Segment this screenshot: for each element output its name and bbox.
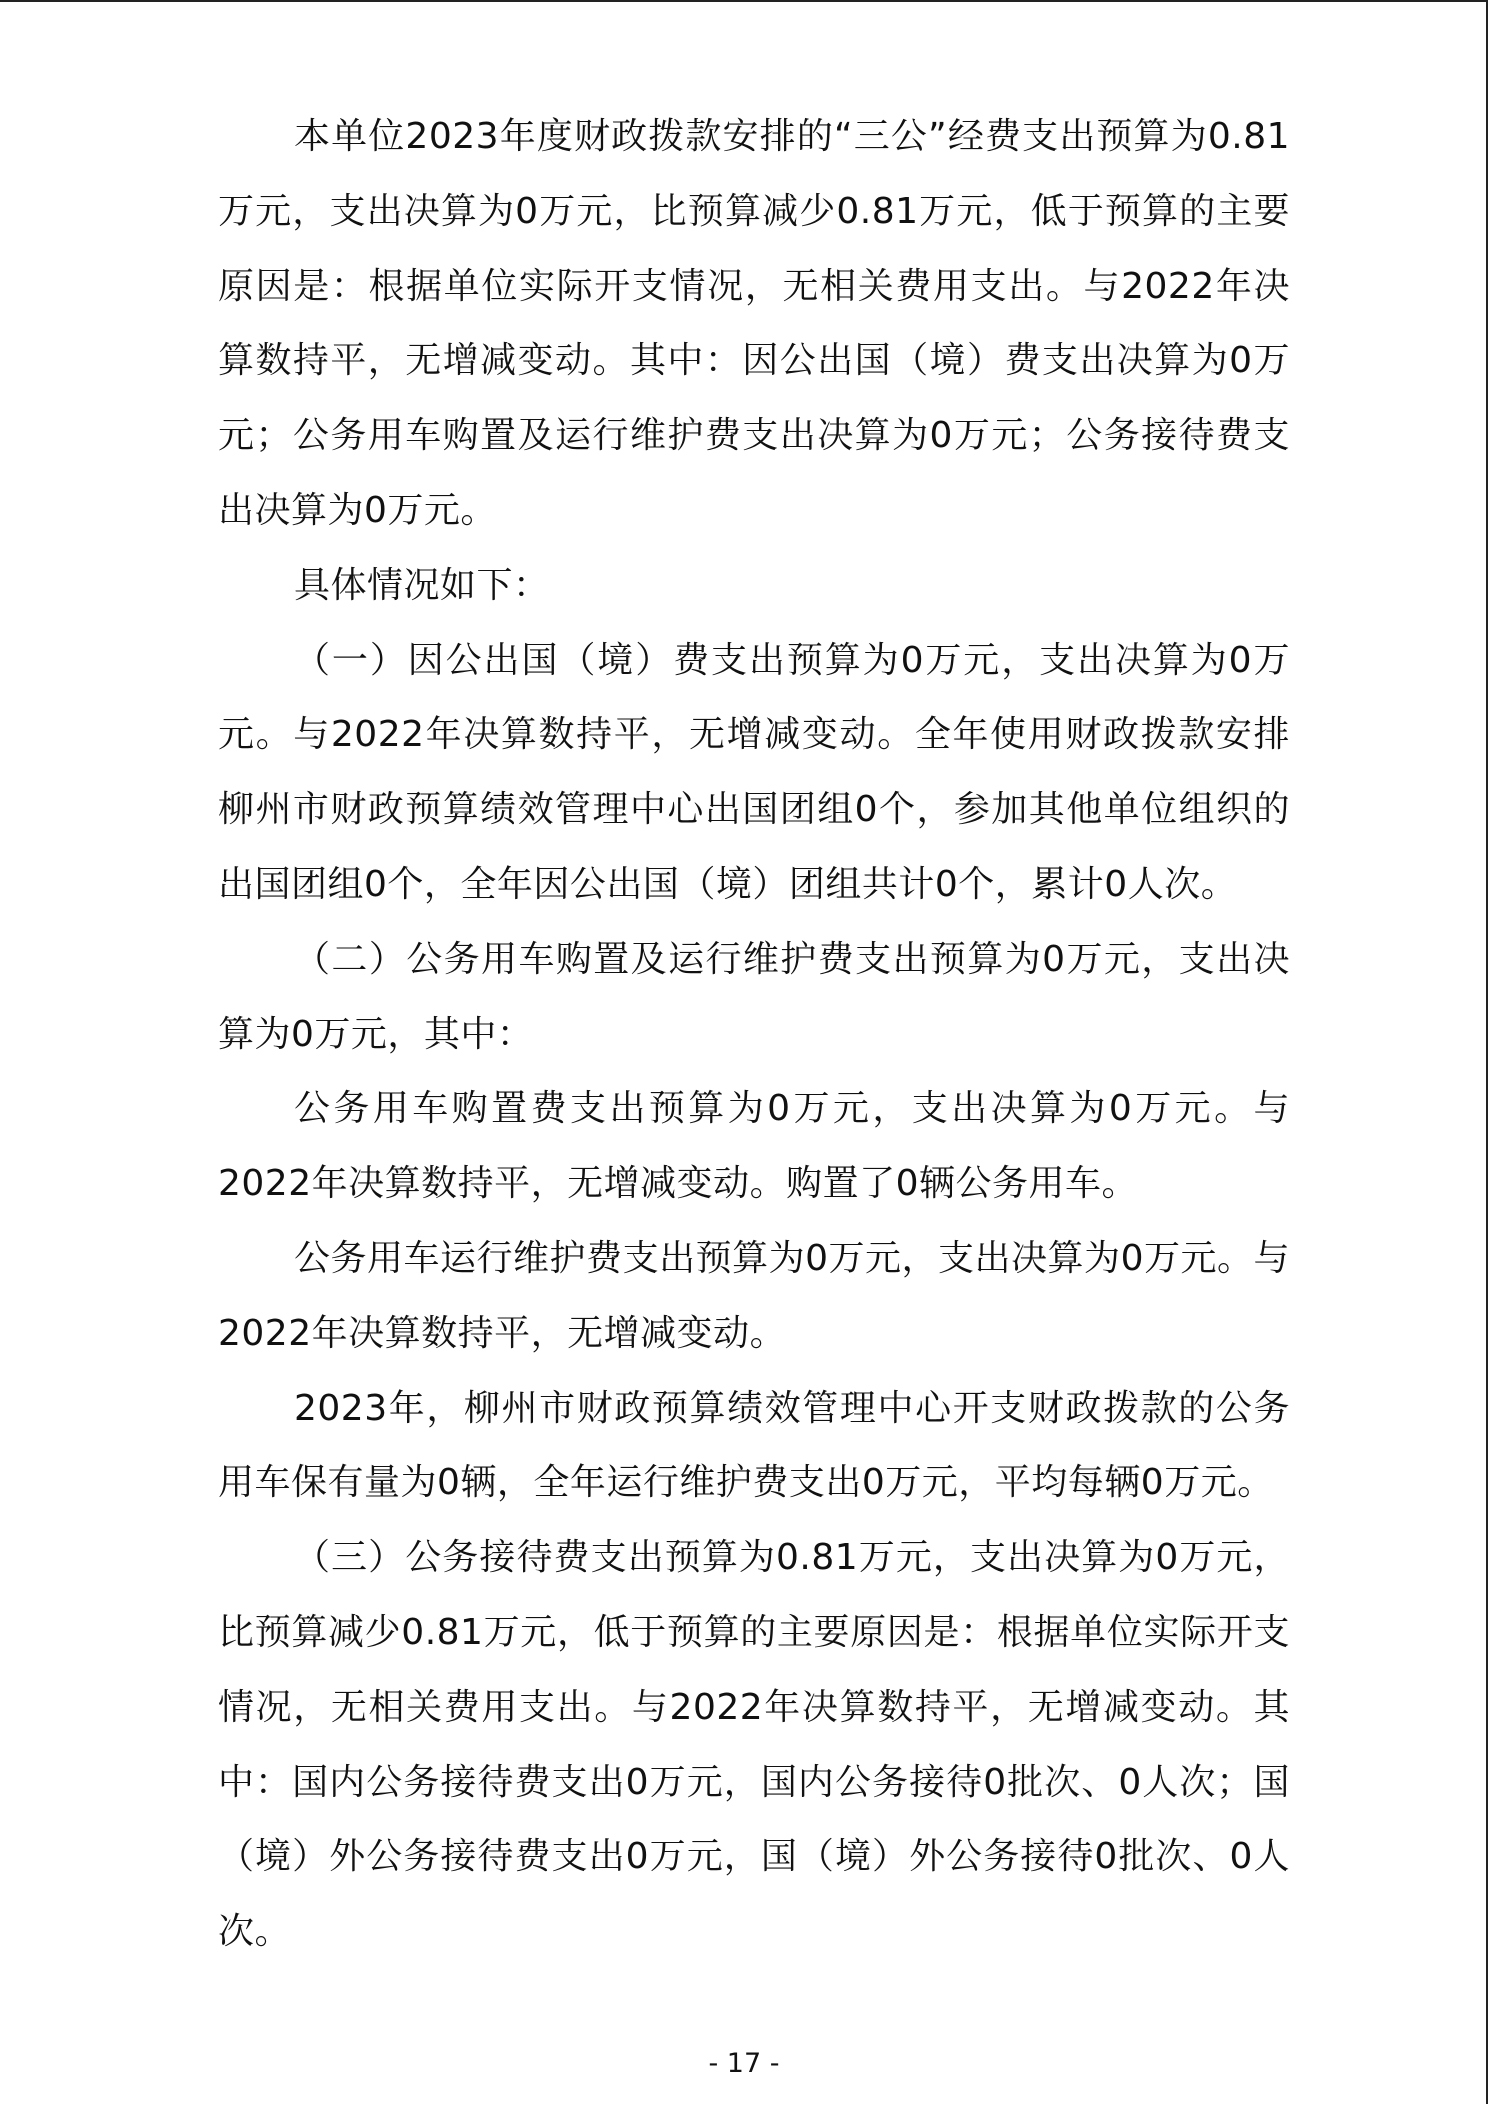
page-number: - 17 - [708, 2048, 780, 2079]
paragraph-vehicle-expenses: （二）公务用车购置及运行维护费支出预算为0万元，支出决算为0万元，其中： [218, 938, 1290, 1055]
document-body [218, 100, 1290, 1970]
paragraph-vehicle-fleet: 2023年，柳州市财政预算绩效管理中心开支财政拨款的公务用车保有量为0辆，全年运行维护费支出0万元，平均每辆0万元。 [218, 1387, 1290, 1504]
paragraph-summary: 本单位2023年度财政拨款安排的“三公”经费支出预算为0.81万元，支出决算为0万元，比预算减少0.81万元，低于预算的主要原因是：根据单位实际开支情况，无相关费用支出。与2022年决算数持平，无增减变动。其中：因公出国（境）费支出决算为0万元；公务用车购置及运行维护费支出决算为0万元；公务接待费支出决算为0万元。 [218, 116, 1290, 531]
paragraph-details-intro: 具体情况如下： [294, 564, 550, 606]
paragraph-reception-expenses: （三）公务接待费支出预算为0.81万元，支出决算为0万元，比预算减少0.81万元，低于预算的主要原因是：根据单位实际开支情况，无相关费用支出。与2022年决算数持平，无增减变动。其中：国内公务接待费支出0万元，国内公务接待0批次、0人次；国（境）外公务接待费支出0万元，国（境）外公务接待0批次、0人次。 [218, 1537, 1290, 1953]
paragraph-overseas-travel: （一）因公出国（境）费支出预算为0万元，支出决算为0万元。与2022年决算数持平，无增减变动。全年使用财政拨款安排柳州市财政预算绩效管理中心出国团组0个，参加其他单位组织的出国团组0个，全年因公出国（境）团组共计0个，累计0人次。 [218, 639, 1290, 905]
paragraph-vehicle-purchase: 公务用车购置费支出预算为0万元，支出决算为0万元。与2022年决算数持平，无增减变动。购置了0辆公务用车。 [218, 1088, 1290, 1205]
paragraph-vehicle-maintenance: 公务用车运行维护费支出预算为0万元，支出决算为0万元。与2022年决算数持平，无增减变动。 [218, 1237, 1290, 1354]
